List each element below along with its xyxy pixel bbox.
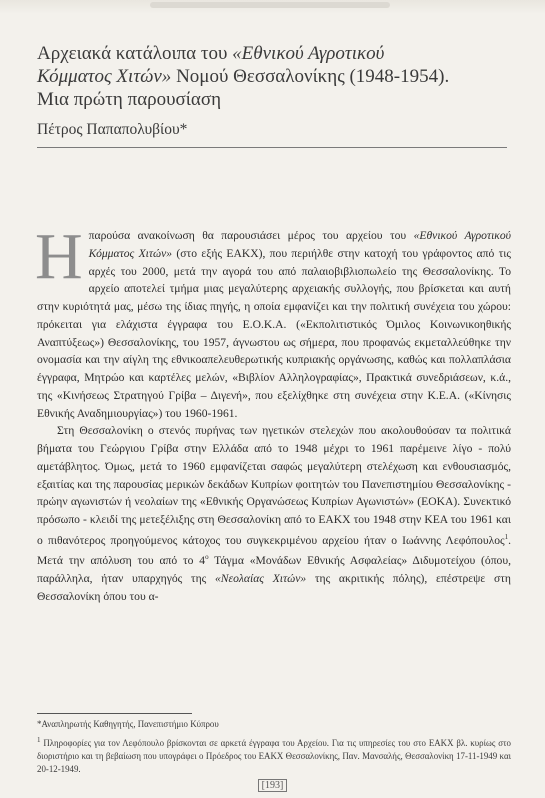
- footnote-star: *Αναπληρωτής Καθηγητής, Πανεπιστήμιο Κύπρου: [37, 719, 219, 729]
- para2-italic: «Νεολαίας Χιτών»: [214, 571, 307, 585]
- ordinal-superscript: ο: [205, 553, 209, 562]
- para2-text-a: Στη Θεσσαλονίκη ο στενός πυρήνας των ηγετικών στελεχών που ακολουθούσαν τα πολιτικά βήματα του Γεώργιου Γρίβα στην Ελλάδα από το 1948 μέχρι το 1961 παρέμεινε λίγο - πολύ αμετάβλητος. Όμως, μετά το 1960 εμφανίζεται σαφώς μεγαλύτερη στελέχωση και ενθουσιασμός, εξαιτίας και της παρουσίας μερικών δεκάδων Κυπρίων φοιτητών του Πανεπιστημίου Θεσσαλονίκης - πρώην αγωνιστών ή νεολαίων της «Εθνικής Οργανώσεως Κυπρίων Αγωνιστών» (ΕΟΚΑ). Συνεκτικό πρόσωπο - κλειδί της μετεξέλιξης στη Θεσσαλονίκη από το ΕΑΚΧ του 1948 στην ΚΕΑ του 1961 και ο πιθανότερος προηγούμενος κάτοχος του συγκεκριμένου αρχείου ήταν ο Ιωάννης Λεφόπουλος: [37, 424, 511, 547]
- page-number: [0, 780, 545, 791]
- para2-text-e: της ακριτικής πόλης), επέστρεψε στη Θεσσαλονίκη όπου του α-: [37, 571, 511, 603]
- para1-text-a: παρούσα ανακοίνωση θα παρουσιάσει μέρος του αρχείου του: [88, 229, 414, 242]
- footnote-1-text: Πληροφορίες για τον Λεφόπουλο βρίσκονται σε αρκετά έγγραφα του Αρχείου. Για τις υπηρεσίες του στο ΕΑΚΧ βλ. κυρίως στο διοριστήριο και τη βεβαίωση που υπογράφει ο Πρόεδρος του ΕΑΚΧ Θεσσαλονίκης, Παν. Μανσαλής, Θεσσαλονίκη 17-11-1949 και 20-12-1949.: [37, 737, 511, 774]
- article-body: [35, 220, 511, 605]
- title-line1-prefix: Αρχειακά κατάλοιπα του: [37, 43, 233, 64]
- author-name: Πέτρος Παπαπολυβίου*: [37, 121, 507, 148]
- footnote-1-mark: 1: [37, 736, 41, 744]
- para1-italic: «Εθνικού Αγροτικού Κόμματος Χιτών»: [88, 229, 511, 260]
- title-line2-rest: Νομού Θεσσαλονίκης (1948-1954).: [171, 66, 450, 87]
- footnotes: [37, 718, 511, 779]
- top-edge-shadow: [0, 0, 545, 14]
- para1-text-c: (στο εξής ΕΑΚΧ), που περιήλθε στην κατοχή του γράφοντος από τις αρχές του 2000, μετά την αγορά του από παλαιοβιβλιοπωλείο της Θεσσαλονίκης. Το αρχείο αποτελεί τμήμα μιας μεγαλύτερης αρχειακής συλλογής, που βρίσκεται και αυτή στην κυριότητά μας, μέσω της ίδιας πηγής, η οποία εμφανίζει και την πολιτική συνέχεια του χώρου: πρόκειται για ελάχιστα έγγραφα του Ε.Ο.Κ.Α. («Εκπολιτιστικός Όμιλος Κοινωνικοηθικής Αναπτύξεως») Θεσσαλονίκης, του 1957, άγνωστου ως σήμερα, που προφανώς εκμεταλλεύθηκε την ονομασία και την αίγλη της εθνικοαπελευθερωτικής κυπριακής οργάνωσης, καθώς και πολλαπλάσια έγγραφα, Μητρώο και καρτέλες μελών, «Βιβλίον Αλληλογραφίας», Πρακτικά συνεδριάσεων, κ.ά., της «Κινήσεως Στρατηγού Γρίβα – Διγενή», που εξελίχθηκε στη συνέχεια στην Κ.Ε.Α. («Κίνησις Εθνικής Αναδημιουργίας») του 1960-1961.: [37, 246, 511, 420]
- page-number-text: [193]: [258, 779, 288, 792]
- paragraph-2: [37, 422, 511, 605]
- drop-cap: Η: [35, 220, 83, 293]
- title-line3: Μια πρώτη παρουσίαση: [37, 89, 222, 110]
- article-title: [37, 42, 517, 111]
- title-line1-italic: «Εθνικού Αγροτικού: [232, 43, 385, 64]
- footnote-ref-1: 1: [504, 532, 509, 541]
- faded-running-head: [150, 2, 390, 8]
- para2-text-b: . Μετά την απόλυση του από το 4: [37, 533, 511, 568]
- para2-text-c: Τάγμα «Μονάδων Εθνικής Ασφαλείας» Διδυμοτείχου (όπου, παράλληλα, ήταν υπαρχηγός της: [37, 554, 511, 585]
- title-line2-italic: Κόμματος Χιτών»: [37, 66, 172, 87]
- footnote-1: [37, 734, 511, 776]
- paragraph-1: [35, 220, 511, 422]
- footnote-rule: [37, 713, 192, 714]
